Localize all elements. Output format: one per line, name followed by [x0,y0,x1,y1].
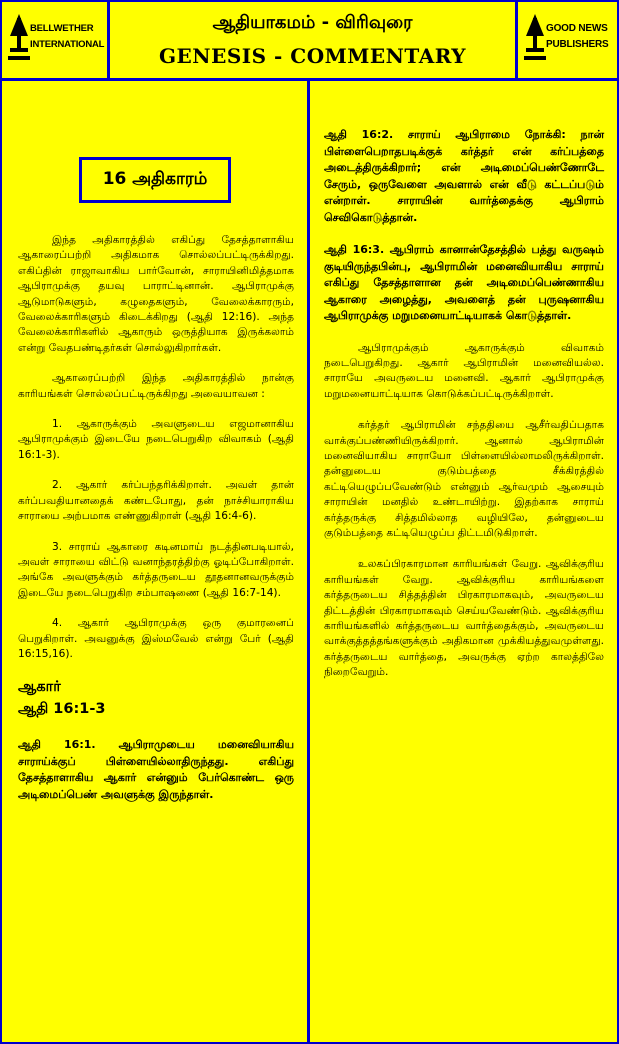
good-news-logo-line2: PUBLISHERS [546,39,609,50]
point-4-paragraph: 4. ஆகார் ஆபிராமுக்கு ஒரு குமாரனைப் பெறுகிறாள். அவனுக்கு இஸ்மவேல் என்று பேர் (ஆதி 16:15,16). [18,617,294,660]
intro-paragraph: இந்த அதிகாரத்தில் எகிப்து தேசத்தாளாகிய ஆகாரைப்பற்றி அதிகமாக சொல்லப்பட்டிருக்கிறது. எகிப்தின் ராஜாவாகிய பார்வோன், சாராயினிமித்தமாக ஆபிராமுக்கு தயவு பாராட்டினான். ஆபிராமுக்கு ஆடுமாடுகளும், கழுதைகளும், வேலைக்காரரும், வேலைக்காரிகளும் கிடைக்கிறது (ஆதி 12:16). அந்த வேலைக்காரிகளில் ஆகாரும் ஒருத்தியாக இருக்கலாம் என்று வேதபண்டிதர்கள் சொல்லுகிறார்கள். [18,234,294,354]
promise-paragraph: கர்த்தர் ஆபிராமின் சந்ததியை ஆசீர்வதிப்பதாக வாக்குப்பண்ணியிருக்கிறார். ஆனால் ஆபிராமின் மனைவியாகிய சாராயோ பிள்ளையில்லாமலிருக்கிறாள். தன்னுடைய குடும்பத்தை சீக்கிரத்தில் கட்டியெழுப்பவேண்டும் என்னும் ஆர்வமும் ஆசையும் சாராயின் மனதில் உண்டாயிற்று. இதற்காக சாராய் கர்த்தருக்கு சித்தமில்லாத வழியிலே, தன்னுடைய குடும்பத்தை கட்டியெழுப்ப திட்டமிடுகிறாள். [324,419,604,539]
title-tamil: ஆதியாகமம் - விரிவுரை [212,12,413,33]
bellwether-logo-icon [8,14,30,64]
bellwether-logo-line1: BELLWETHER [30,23,94,34]
verse-16-3: ஆதி 16:3. ஆபிராம் கானான்தேசத்தில் பத்து வருஷம் குடியிருந்தபின்பு, ஆபிராமின் மனைவியாகிய சாராய் எகிப்து தேசத்தாளான தன் அடிமைப்பெண்ணாகிய ஆகாரை அழைத்து, அவளைத் தன் புருஷனாகிய ஆபிராமுக்கு மறுமனையாட்டியாகக் கொடுத்தாள். [324,243,604,322]
left-column-text [18,233,294,803]
title-english: GENESIS - COMMENTARY [158,44,467,68]
chapter-title: 16 அதிகாரம் [79,157,231,203]
marriage-paragraph: ஆபிராமுக்கும் ஆகாருக்கும் விவாகம் நடைபெறுகிறது. ஆகார் ஆபிராமின் மனைவியல்ல. சாராயே அவருடைய மனைவி. ஆகார் ஆபிராமுக்கு மறுமனையாட்டியாக கொடுக்கப்பட்டிருக்கிறாள். [324,341,604,400]
good-news-logo-box [515,2,617,78]
good-news-logo-line1: GOOD NEWS [546,23,608,34]
right-column-text [324,127,604,697]
bellwether-logo-line2: INTERNATIONAL [30,39,105,50]
good-news-logo-icon [524,14,546,64]
section-heading-hagar: ஆகார் [18,679,61,696]
point-2-paragraph: 2. ஆகார் கர்ப்பந்தரிக்கிறாள். அவள் தான் கர்ப்பவதியானதைக் கண்டபோது, தன் நாச்சியாராகிய சாராயை அற்பமாக எண்ணுகிறாள் (ஆதி 16:4-6). [18,479,294,523]
section-heading-reference: ஆதி 16:1-3 [18,701,106,718]
verse-16-1: ஆதி 16:1. ஆபிராமுடைய மனைவியாகிய சாராய்க்குப் பிள்ளையில்லாதிருந்தது. எகிப்து தேசத்தாளாகிய ஆகார் என்னும் பேர்கொண்ட ஒரு அடிமைப்பெண் அவளுக்கு இருந்தாள். [18,738,294,801]
left-column [2,81,310,1042]
point-1-paragraph: 1. ஆகாருக்கும் அவளுடைய எஜமானாகிய ஆபிராமுக்கும் இடையே நடைபெறுகிற விவாகம் (ஆதி 16:1-3). [18,418,294,461]
bellwether-logo-box [2,2,110,78]
verse-16-2: ஆதி 16:2. சாராய் ஆபிராமை நோக்கி: நான் பிள்ளைபெறாதபடிக்குக் கர்த்தர் என் கர்ப்பத்தை அடைத்திருக்கிறார்; என் அடிமைப்பெண்ணோடே சேரும், ஒருவேளை அவளால் என் வீடு கட்டப்படும் என்றாள். சாராயின் வார்த்தைக்கு ஆபிராம் செவிகொடுத்தான். [324,128,604,224]
page-header [2,2,617,81]
right-column [310,81,617,1042]
point-3-paragraph: 3. சாராய் ஆகாரை கடினமாய் நடத்தினபடியால், அவள் சாராயை விட்டு வனாந்தரத்திற்கு ஓடிப்போகிறாள். அங்கே அவளுக்கும் கர்த்தருடைய தூதனானவருக்கும் இடையே நடைபெறுகிற சம்பாஷணை (ஆதி 16:7-14). [18,540,294,599]
spiritual-things-paragraph: உலகப்பிரகாரமான காரியங்கள் வேறு. ஆவிக்குரிய காரியங்கள் வேறு. ஆவிக்குரிய காரியங்களை கர்த்தருடைய சித்தத்தின் பிரகாரமாகவும், அவருடைய திட்டத்தின் பிரகாரமாகவும் செய்யவேண்டும். ஆவிக்குரிய காரியங்களில் கர்த்தருடைய வார்த்தைக்கும், அவருடைய வாக்குத்தத்தங்களுக்கும் அதிகமான முக்கியத்துவமுள்ளது. கர்த்தருடைய வார்த்தை, அவருக்கு ஏற்ற காலத்திலே நிறைவேறும். [324,558,604,679]
title-box [110,2,515,78]
four-things-paragraph: ஆகாரைப்பற்றி இந்த அதிகாரத்தில் நான்கு காரியங்கள் சொல்லப்பட்டிருக்கிறது அவையாவன : [18,372,294,400]
